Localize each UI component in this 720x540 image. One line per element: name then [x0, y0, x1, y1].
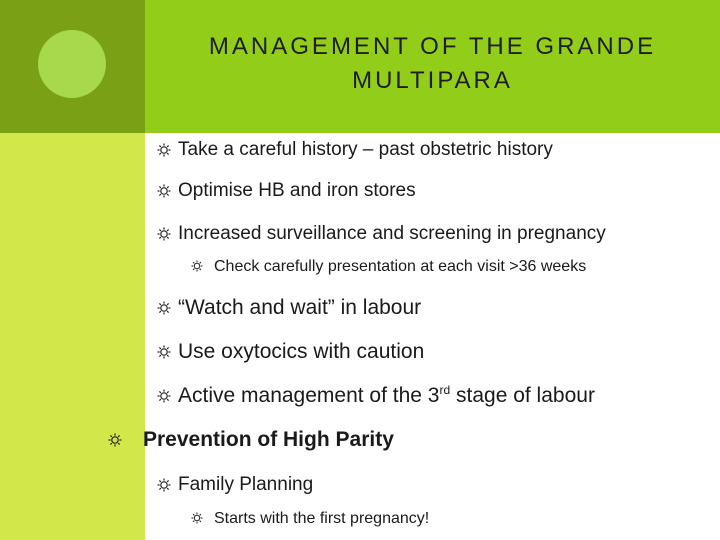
bullet-text: Increased surveillance and screening in pregnancy — [178, 223, 606, 244]
sunburst-bullet-icon — [157, 301, 171, 315]
superscript: rd — [439, 383, 451, 397]
slide-title — [145, 30, 720, 98]
sidebar-bottom-panel — [0, 133, 145, 540]
sunburst-bullet-icon — [157, 478, 171, 492]
sunburst-bullet-icon — [191, 512, 203, 524]
sunburst-bullet-icon — [157, 184, 171, 198]
bullet-text: Optimise HB and iron stores — [178, 180, 416, 201]
bullet-text: Use oxytocics with caution — [178, 340, 425, 363]
slide-title-line-2: MULTIPARA — [352, 67, 513, 94]
bullet-text: Take a careful history – past obstetric history — [178, 139, 553, 160]
bullet-text: Check carefully presentation at each visit >36 weeks — [214, 258, 587, 275]
sunburst-bullet-icon — [157, 143, 171, 157]
decorative-circle — [38, 30, 106, 98]
bullet-text: “Watch and wait” in labour — [178, 296, 422, 319]
sunburst-bullet-icon — [157, 227, 171, 241]
sunburst-bullet-icon — [157, 389, 171, 403]
bullet-text: Prevention of High Parity — [143, 428, 394, 451]
bullet-text: Starts with the first pregnancy! — [214, 510, 430, 527]
sunburst-bullet-icon — [191, 260, 203, 272]
sunburst-bullet-icon — [108, 433, 122, 447]
slide-title-line-1: MANAGEMENT OF THE GRANDE — [208, 33, 657, 60]
sunburst-bullet-icon — [157, 345, 171, 359]
bullet-text: Active management of the 3rd stage of labour — [178, 383, 595, 407]
bullet-text: Family Planning — [178, 474, 314, 495]
